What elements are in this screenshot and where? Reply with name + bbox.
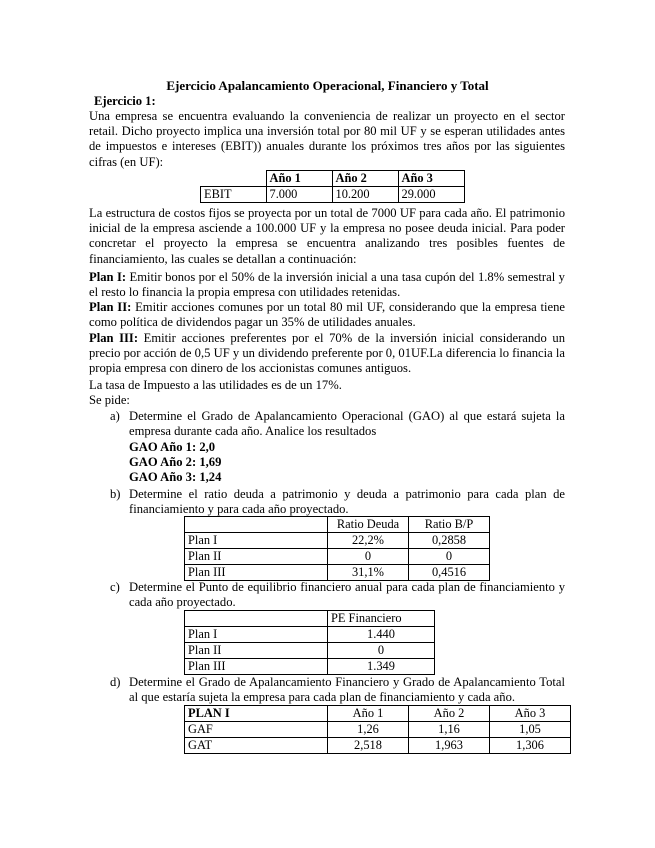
table-cell: 22,2% xyxy=(328,533,409,549)
table-cell xyxy=(201,171,267,187)
table-row xyxy=(185,533,490,549)
table-cell: 29.000 xyxy=(398,187,464,203)
table-cell: 0 xyxy=(328,549,409,565)
gao-answer: GAO Año 1: 2,0 xyxy=(129,440,216,454)
plan-2-label: Plan II: xyxy=(89,300,132,314)
table-row-label: Plan II xyxy=(185,643,328,659)
costs-paragraph: La estructura de costos fijos se proyecta por un total de 7000 UF para cada año. El patrimonio inicial de la empresa asciende a 100.000 UF y la empresa no posee deuda inicial. Para poder concretar el proyecto la empresa se encuentra analizando tres posibles fuentes de financiamiento, las cuales se detallan a continuación: xyxy=(89,206,565,266)
document-title: Ejercicio Apalancamiento Operacional, Financiero y Total xyxy=(166,78,489,93)
table-header: Año 1 xyxy=(328,706,409,722)
table-header: PE Financiero xyxy=(328,611,435,627)
debt-ratio-table xyxy=(184,516,490,581)
item-a-text: Determine el Grado de Apalancamiento Operacional (GAO) al que estará sujeta la empresa durante cada año. Analice los resultados xyxy=(129,409,565,439)
tax-line: La tasa de Impuesto a las utilidades es de un 17%. xyxy=(89,378,342,392)
table-cell: 10.200 xyxy=(332,187,398,203)
plan-1-label: Plan I: xyxy=(89,270,127,284)
item-d-text: Determine el Grado de Apalancamiento Financiero y Grado de Apalancamiento Total al que estaría sujeta la empresa para cada plan de financiamiento y cada año. xyxy=(129,675,565,705)
gaf-gat-table xyxy=(184,705,571,754)
table-row-label: GAT xyxy=(185,738,328,754)
table-cell: 2,518 xyxy=(328,738,409,754)
table-cell: 1.349 xyxy=(328,659,435,675)
plan-2-text: Emitir acciones comunes por un total 80 mil UF, considerando que la empresa tiene como política de dividendos pagar un 35% de utilidades anuales. xyxy=(89,300,565,330)
table-cell: 0 xyxy=(328,643,435,659)
intro-paragraph: Una empresa se encuentra evaluando la conveniencia de realizar un proyecto en el sector retail. Dicho proyecto implica una inversión total por 80 mil UF y se esperan utilidades antes de impuestos e intereses (EBIT)) anuales durante los próximos tres años por las siguientes cifras (en UF): xyxy=(89,109,565,169)
item-c-text: Determine el Punto de equilibrio financiero anual para cada plan de financiamiento y cada año proyectado. xyxy=(129,580,565,610)
table-cell: 31,1% xyxy=(328,565,409,581)
table-cell: 0,2858 xyxy=(409,533,490,549)
plan-3-label: Plan III: xyxy=(89,331,139,345)
table-row xyxy=(185,706,571,722)
gao-answer: GAO Año 2: 1,69 xyxy=(129,455,222,469)
break-even-table xyxy=(184,610,435,675)
table-cell: 1,16 xyxy=(409,722,490,738)
plan-3-paragraph xyxy=(89,331,565,377)
item-d-letter: d) xyxy=(110,675,121,689)
item-b-text: Determine el ratio deuda a patrimonio y deuda a patrimonio para cada plan de financiamiento y para cada año proyectado. xyxy=(129,487,565,517)
table-cell: 0 xyxy=(409,549,490,565)
plan-1-paragraph xyxy=(89,270,565,300)
table-row-label: GAF xyxy=(185,722,328,738)
exercise-label: Ejercicio 1: xyxy=(94,94,156,108)
table-header: Ratio Deuda xyxy=(328,517,409,533)
table-header: Año 2 xyxy=(409,706,490,722)
table-row xyxy=(201,171,465,187)
table-cell: 1.440 xyxy=(328,627,435,643)
se-pide-line: Se pide: xyxy=(89,393,130,407)
table-row-label: Plan I xyxy=(185,533,328,549)
gao-answer: GAO Año 3: 1,24 xyxy=(129,470,222,484)
item-c-letter: c) xyxy=(110,580,120,594)
table-cell: 1,05 xyxy=(490,722,571,738)
plan-1-text: Emitir bonos por el 50% de la inversión inicial a una tasa cupón del 1.8% semestral y el resto lo financia la propia empresa con utilidades retenidas. xyxy=(89,270,565,300)
table-row xyxy=(185,611,435,627)
item-a-letter: a) xyxy=(110,409,120,423)
table-row xyxy=(185,549,490,565)
table-header: Año 3 xyxy=(398,171,464,187)
ebit-table xyxy=(200,170,465,203)
table-row xyxy=(201,187,465,203)
table-row-label: Plan II xyxy=(185,549,328,565)
table-header: Año 3 xyxy=(490,706,571,722)
item-b-letter: b) xyxy=(110,487,121,501)
table-cell: 1,306 xyxy=(490,738,571,754)
table-row xyxy=(185,722,571,738)
table-row xyxy=(185,517,490,533)
table-header: Ratio B/P xyxy=(409,517,490,533)
table-cell: 1,26 xyxy=(328,722,409,738)
table-row xyxy=(185,738,571,754)
table-header: Año 2 xyxy=(332,171,398,187)
table-row-label: Plan III xyxy=(185,565,328,581)
table-row xyxy=(185,565,490,581)
table-row xyxy=(185,659,435,675)
table-cell: 1,963 xyxy=(409,738,490,754)
table-cell xyxy=(185,611,328,627)
plan-2-paragraph xyxy=(89,300,565,330)
table-row xyxy=(185,627,435,643)
plan-3-text: Emitir acciones preferentes por el 70% de la inversión inicial considerando un precio por acción de 0,5 UF y un dividendo preferente por 0, 01UF.La diferencia lo financia la propia empresa con dinero de los accionistas comunes antiguos. xyxy=(89,331,565,376)
table-row xyxy=(185,643,435,659)
table-cell xyxy=(185,517,328,533)
table-cell: 7.000 xyxy=(266,187,332,203)
table-header: PLAN I xyxy=(185,706,328,722)
table-cell: 0,4516 xyxy=(409,565,490,581)
table-row-label: Plan I xyxy=(185,627,328,643)
table-row-label: EBIT xyxy=(201,187,267,203)
table-row-label: Plan III xyxy=(185,659,328,675)
table-header: Año 1 xyxy=(266,171,332,187)
